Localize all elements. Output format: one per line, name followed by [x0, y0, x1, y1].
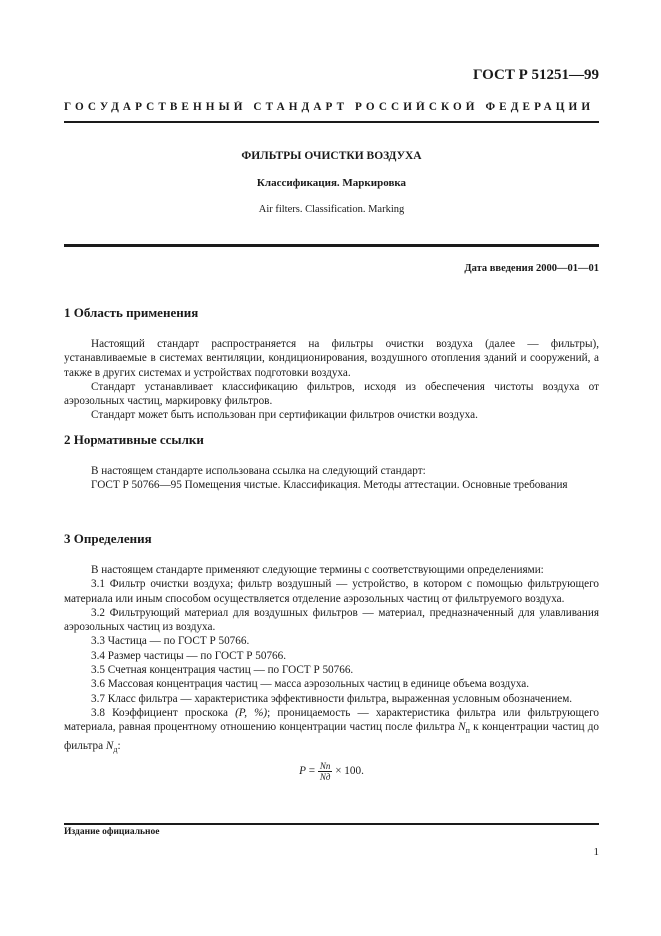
page-number: 1 — [593, 846, 599, 858]
symbol: N — [458, 721, 466, 734]
document-subtitle: Классификация. Маркировка — [256, 177, 407, 189]
paragraph: 3.5 Счетная концентрация частиц — по ГОСТ Р 50766. — [91, 664, 354, 677]
section-heading: 1 Область применения — [64, 305, 199, 320]
document-title: ФИЛЬТРЫ ОЧИСТКИ ВОЗДУХА — [241, 150, 422, 162]
section-references — [64, 432, 599, 493]
paragraph: Настоящий стандарт распространяется на фильтры очистки воздуха (далее — фильтры), устанавливаемые в системах вентиляции, кондиционирования, воздушного отопления зданий и сооружений, а также в других системах и устройствах подготовки воздуха. — [64, 338, 599, 379]
subscript: д — [113, 745, 118, 755]
paragraph: 3.7 Класс фильтра — характеристика эффективности фильтра, выраженная условным обозначением. — [91, 692, 573, 705]
formula-rhs: × 100. — [335, 765, 364, 778]
paragraph: 3.3 Частица — по ГОСТ Р 50766. — [91, 635, 250, 648]
formula — [64, 761, 599, 782]
section-scope — [64, 305, 599, 423]
paragraph: 3.6 Массовая концентрация частиц — масса аэрозольных частиц в единице объема воздуха. — [91, 678, 530, 691]
paragraph: ГОСТ Р 50766—95 Помещения чистые. Классификация. Методы аттестации. Основные требования — [91, 479, 568, 492]
paragraph: Стандарт может быть использован при сертификации фильтров очистки воздуха. — [91, 409, 478, 422]
subscript: п — [465, 726, 470, 736]
paragraph: 3.4 Размер частицы — по ГОСТ Р 50766. — [91, 649, 287, 662]
title-rule — [64, 244, 599, 247]
introduction-date: Дата введения 2000—01—01 — [464, 263, 599, 274]
formula-lhs: P — [299, 765, 306, 778]
formula-denominator: Nд — [319, 772, 331, 783]
paragraph: 3.1 Фильтр очистки воздуха; фильтр воздушный — устройство, в котором с помощью фильтрующего материала или иным способом осуществляется отделение аэрозольных частиц от фильтруемого воздуха. — [64, 578, 599, 605]
paragraph: 3.2 Фильтрующий материал для воздушных фильтров — материал, предназначенный для улавливания аэрозольных частиц из воздуха. — [64, 606, 599, 634]
formula-numerator: Nп — [318, 761, 333, 772]
state-standard-title: ГОСУДАРСТВЕННЫЙ СТАНДАРТ РОССИЙСКОЙ ФЕДЕРАЦИИ — [64, 101, 595, 113]
document-title-english: Air filters. Classification. Marking — [258, 204, 405, 215]
gost-number: ГОСТ Р 51251—99 — [472, 67, 599, 83]
paragraph-3-8 — [64, 706, 599, 757]
paragraph: Стандарт устанавливает классификацию фильтров, исходя из обеспечения чистоты воздуха от аэрозольных частиц, маркировку фильтров. — [64, 380, 599, 408]
paragraph-text: к концентрации частиц до фильтра — [64, 721, 599, 752]
section-heading: 3 Определения — [64, 531, 152, 546]
header-rule — [64, 121, 599, 123]
paragraph: В настоящем стандарте использована ссылка на следующий стандарт: — [91, 465, 426, 477]
section-heading: 2 Нормативные ссылки — [64, 432, 204, 447]
formula-fraction — [318, 761, 333, 782]
symbol: N — [105, 739, 114, 752]
edition-label: Издание официальное — [64, 827, 160, 837]
formula-equals: = — [308, 765, 316, 778]
paragraph-text: ; проницаемость — характеристика фильтра или фильтрующего материала, равная процентному отношению концентрации частиц после фильтра — [64, 706, 599, 734]
section-definitions — [64, 531, 599, 782]
paragraph: В настоящем стандарте применяют следующие термины с соответствующими определениями: — [91, 564, 544, 576]
paragraph-text: 3.8 Коэффициент проскока — [91, 706, 236, 719]
symbol: (P, %) — [235, 706, 268, 719]
paragraph-text: : — [117, 739, 121, 752]
footer-rule — [64, 823, 599, 825]
